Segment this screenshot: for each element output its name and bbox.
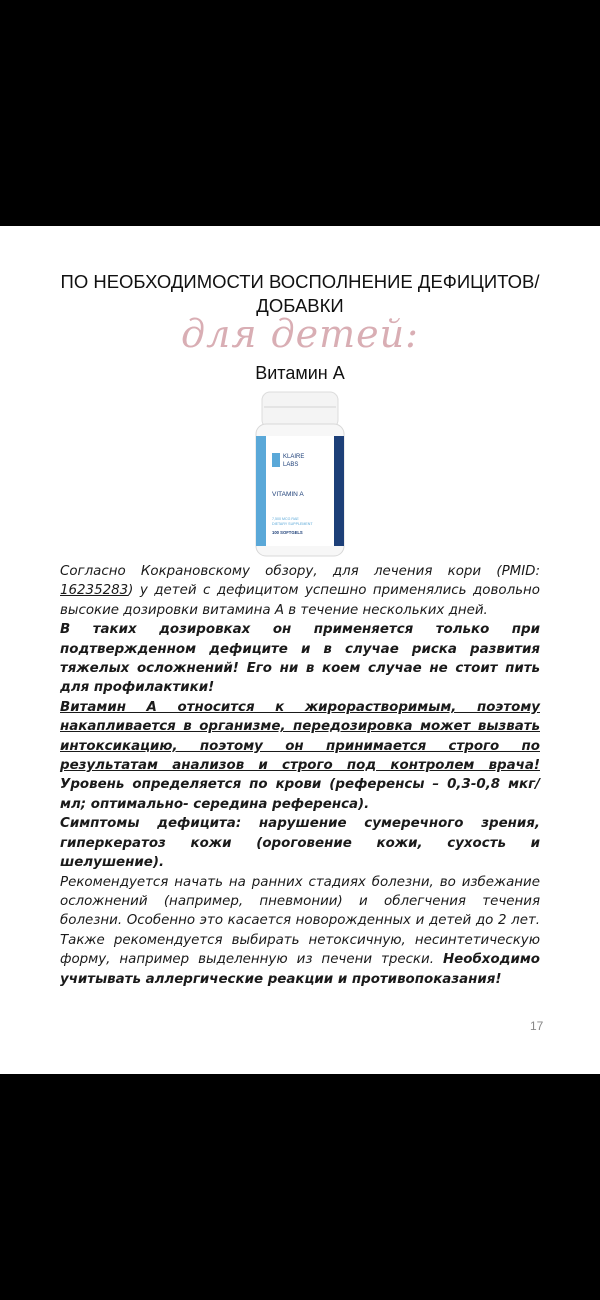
- heading-line-2: ДОБАВКИ: [256, 295, 344, 316]
- brand-logo-icon: [272, 453, 280, 467]
- document-page: [0, 226, 600, 1074]
- bottle-product: VITAMIN A: [272, 491, 304, 498]
- product-name: Витамин А: [255, 363, 345, 383]
- script-subtitle: для детей:: [181, 312, 419, 356]
- vitamin-bottle-image: [250, 386, 350, 564]
- pmid-link[interactable]: 16235283: [60, 583, 129, 599]
- bottle-count: 100 SOFTGELS: [272, 530, 303, 535]
- page-number: 17: [530, 1019, 544, 1033]
- paragraph-fat-soluble: Витамин А относится к жирорастворимым, поэтому накапливается в организме, передозировка может вызвать интоксикацию, поэтому он принимается строго по результатам анализов и строго под контролем врача! Уровень определяется по крови (референсы – 0,3-0,8 мкг/мл; оптимально- середина референса).: [60, 699, 540, 812]
- page-heading: [40, 270, 560, 318]
- bottle-brand-1: KLAIRE: [283, 454, 305, 460]
- paragraph-cochrane: Согласно Кокрановскому обзору, для лечения кори (PMID: 16235283) у детей с дефицитом успешно применялись довольно высокие дозировки витамина А в течение нескольких дней.: [60, 564, 540, 618]
- paragraph-dosage-warning: В таких дозировках он применяется только при подтвержденном дефиците и в случае риска развития тяжелых осложнений! Его ни в коем случае не стоит пить для профилактики!: [60, 622, 540, 696]
- paragraph-symptoms: Симптомы дефицита: нарушение сумеречного зрения, гиперкератоз кожи (ороговение кожи, сухость и шелушение).: [60, 816, 540, 871]
- bottle-type: DIETARY SUPPLEMENT: [272, 522, 313, 526]
- heading-line-1: ПО НЕОБХОДИМОСТИ ВОСПОЛНЕНИЕ ДЕФИЦИТОВ/: [60, 271, 540, 292]
- paragraph-recommendation: Рекомендуется начать на ранних стадиях болезни, во избежание осложнений (например, пневмонии) и облегчения течения болезни. Особенно это касается новорожденных и детей до 2 лет. Также рекомендуется выбирать нетоксичную, несинтетическую форму, например выделенную из печени трески. Необходимо учитывать аллергические реакции и противопоказания!: [60, 874, 540, 987]
- bottle-brand-2: LABS: [283, 462, 299, 468]
- bottle-dose: 7,500 MCG RAE: [272, 517, 299, 521]
- body-text: [60, 562, 540, 989]
